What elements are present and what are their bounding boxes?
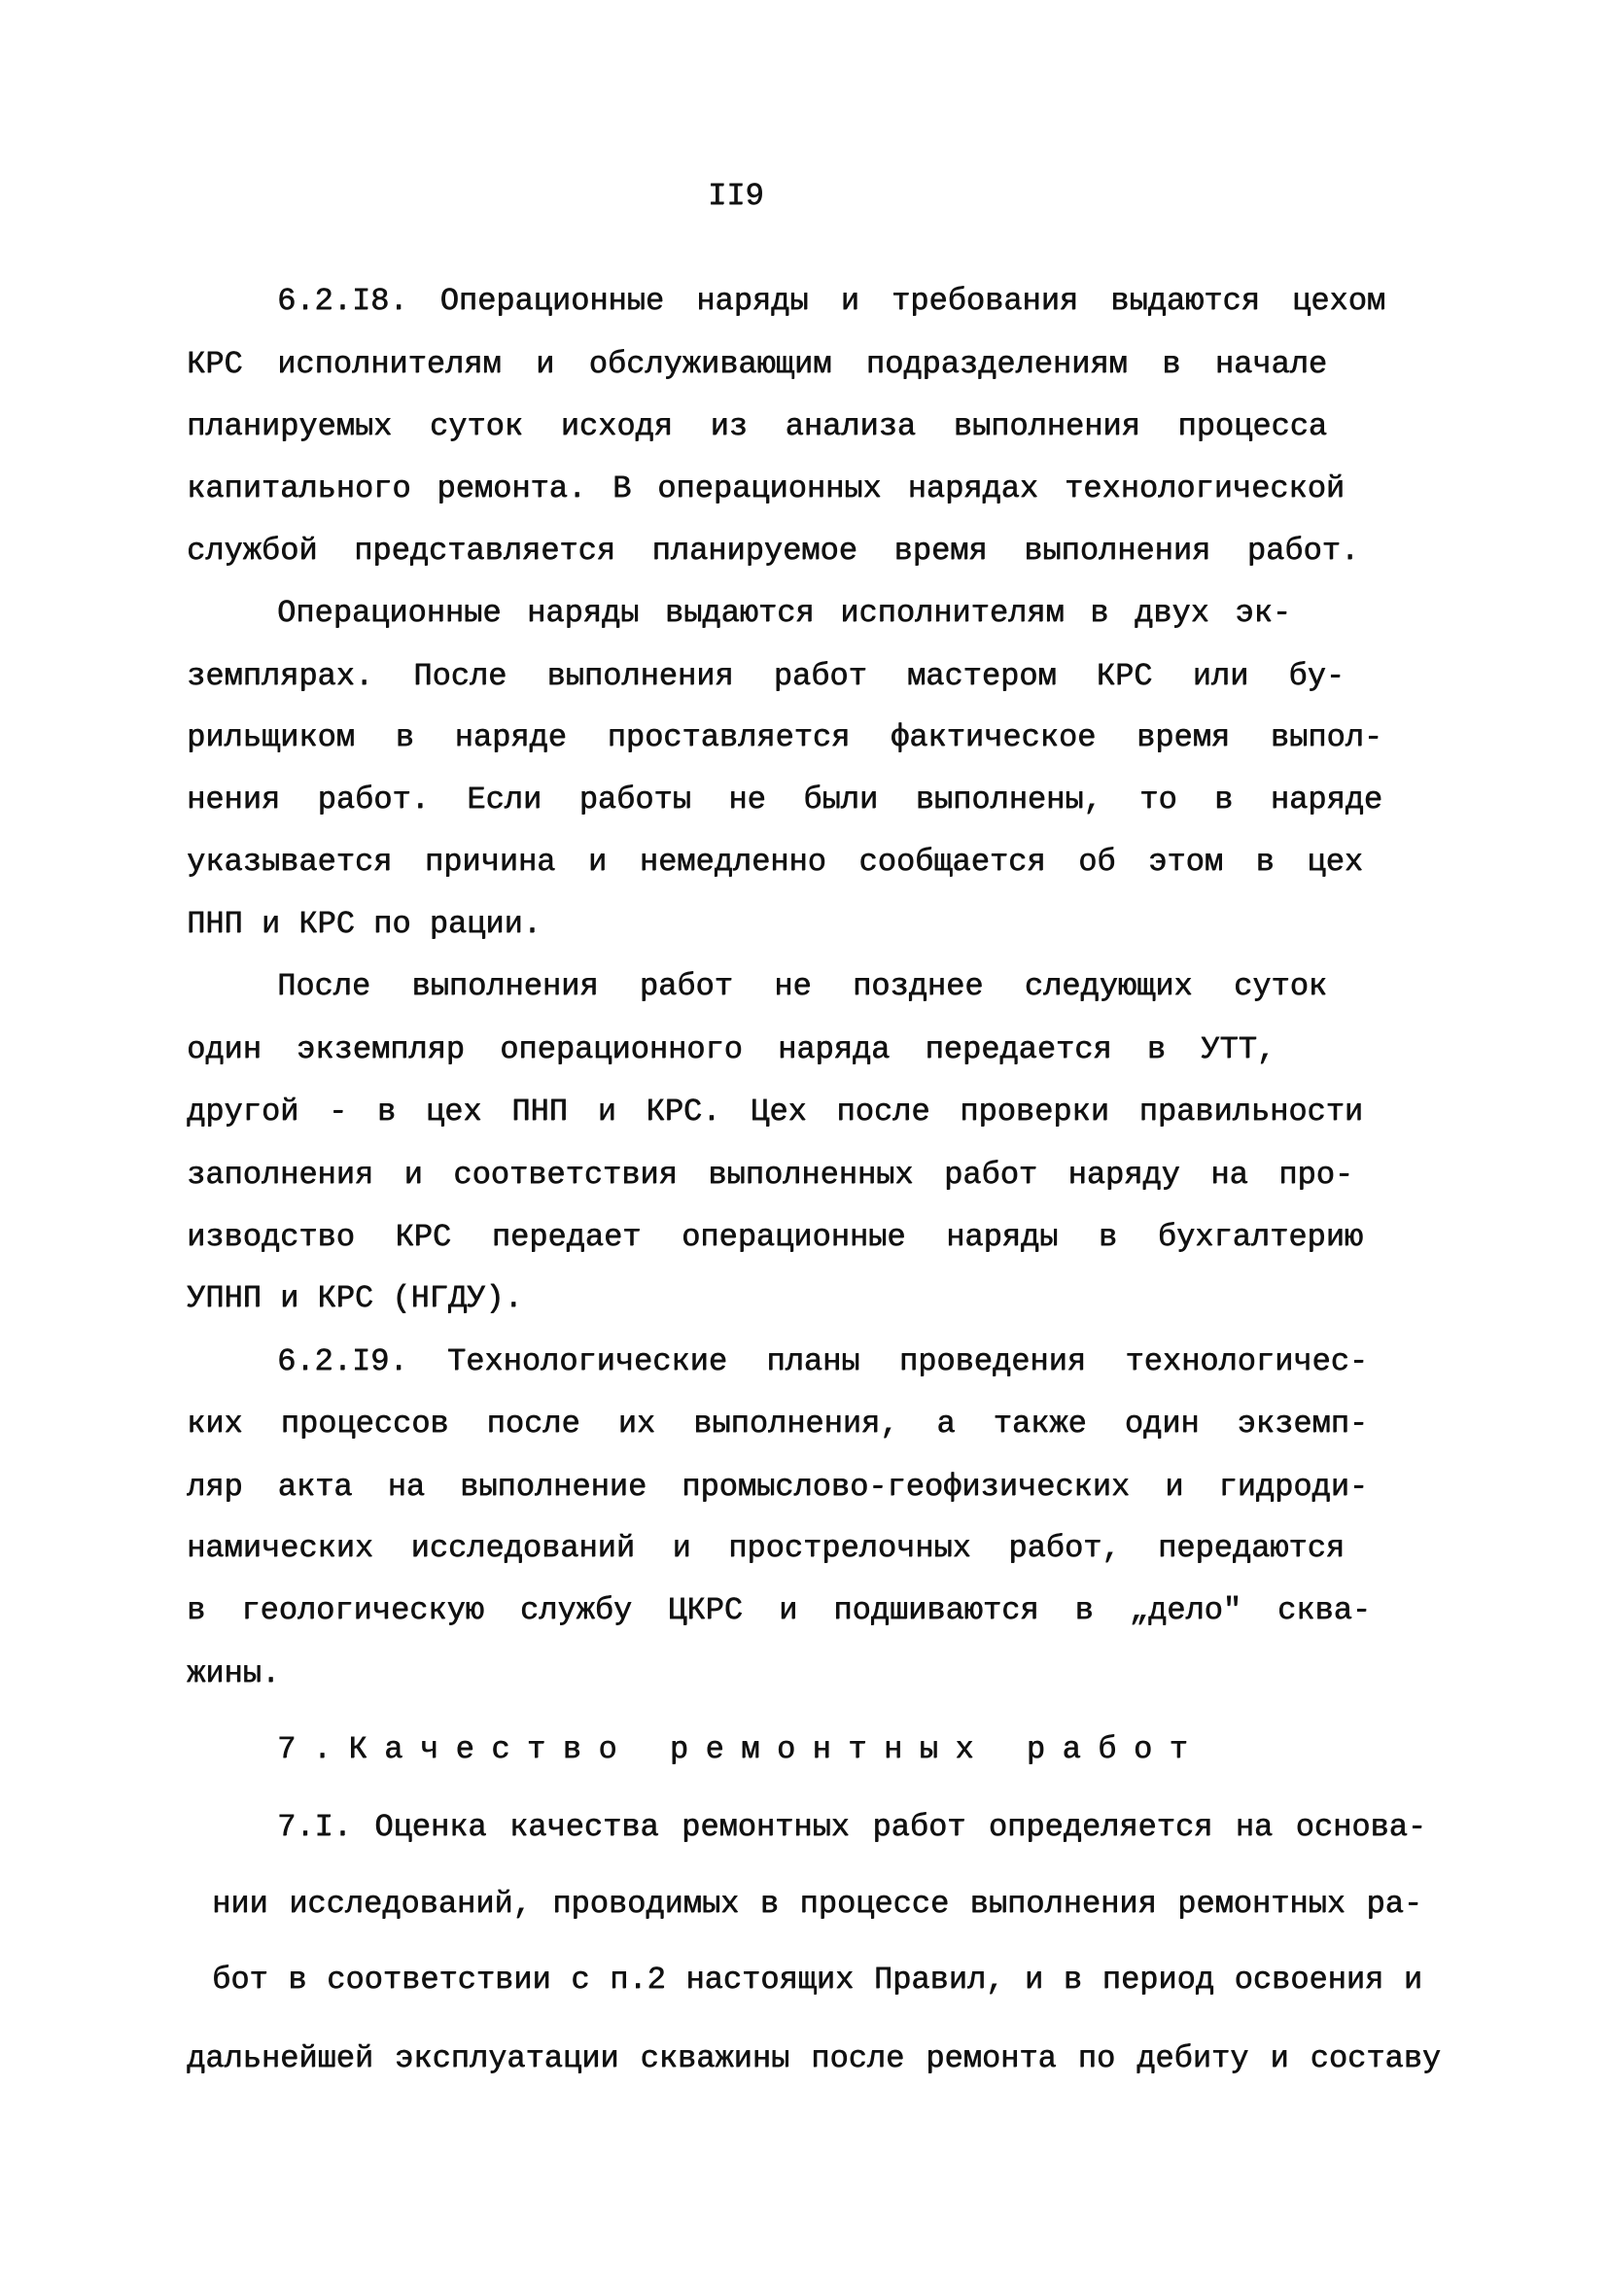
text-line: УПНП и КРС (НГДУ). <box>187 1280 523 1316</box>
text-line: заполнения и соответствия выполненных работ наряду на про- <box>187 1157 1353 1193</box>
text-line: один экземпляр операционного наряда передается в УТТ, <box>187 1031 1276 1067</box>
text-line: планируемых суток исходя из анализа выполнения процесса <box>187 408 1327 444</box>
text-line: После выполнения работ не позднее следующих суток <box>277 968 1327 1004</box>
text-line: бот в соответствии с п.2 настоящих Правил, и в период освоения и <box>212 1962 1422 1998</box>
text-line: Операционные наряды выдаются исполнителям в двух эк- <box>277 595 1291 631</box>
text-line: рильщиком в наряде проставляется фактическое время выпол- <box>187 719 1382 755</box>
text-line: ких процессов после их выполнения, а также один экземп- <box>187 1406 1368 1442</box>
text-line: нии исследований, проводимых в процессе выполнения ремонтных ра- <box>212 1886 1422 1922</box>
text-line: указывается причина и немедленно сообщается об этом в цех <box>187 844 1363 880</box>
text-line: земплярах. После выполнения работ мастером КРС или бу- <box>187 658 1345 694</box>
text-line: жины. <box>187 1655 281 1691</box>
text-line: службой представляется планируемое время выполнения работ. <box>187 533 1359 569</box>
text-line: 7.I. Оценка качества ремонтных работ определяется на основа- <box>277 1809 1426 1845</box>
text-line: нения работ. Если работы не были выполнены, то в наряде <box>187 782 1382 818</box>
text-line: изводство КРС передает операционные наряды в бухгалтерию <box>187 1219 1363 1255</box>
text-line: другой - в цех ПНП и КРС. Цех после проверки правильности <box>187 1094 1363 1130</box>
text-line: намических исследований и прострелочных работ, передаются <box>187 1530 1345 1566</box>
page-number: II9 <box>708 178 764 214</box>
text-line: 6.2.I9. Технологические планы проведения технологичес- <box>277 1343 1368 1379</box>
text-line: капитального ремонта. В операционных нарядах технологической <box>187 470 1345 506</box>
text-line: КРС исполнителям и обслуживающим подразделениям в начале <box>187 346 1327 382</box>
text-line: в геологическую службу ЦКРС и подшиваются в „дело" сква- <box>187 1592 1371 1628</box>
text-line: 6.2.I8. Операционные наряды и требования выдаются цехом <box>277 283 1385 319</box>
text-line: ПНП и КРС по рации. <box>187 906 542 942</box>
section-heading: 7.Качество ремонтных работ <box>277 1731 1206 1767</box>
text-line: ляр акта на выполнение промыслово-геофизических и гидроди- <box>187 1469 1368 1505</box>
text-line: дальнейшей эксплуатации скважины после ремонта по дебиту и составу <box>187 2040 1441 2076</box>
